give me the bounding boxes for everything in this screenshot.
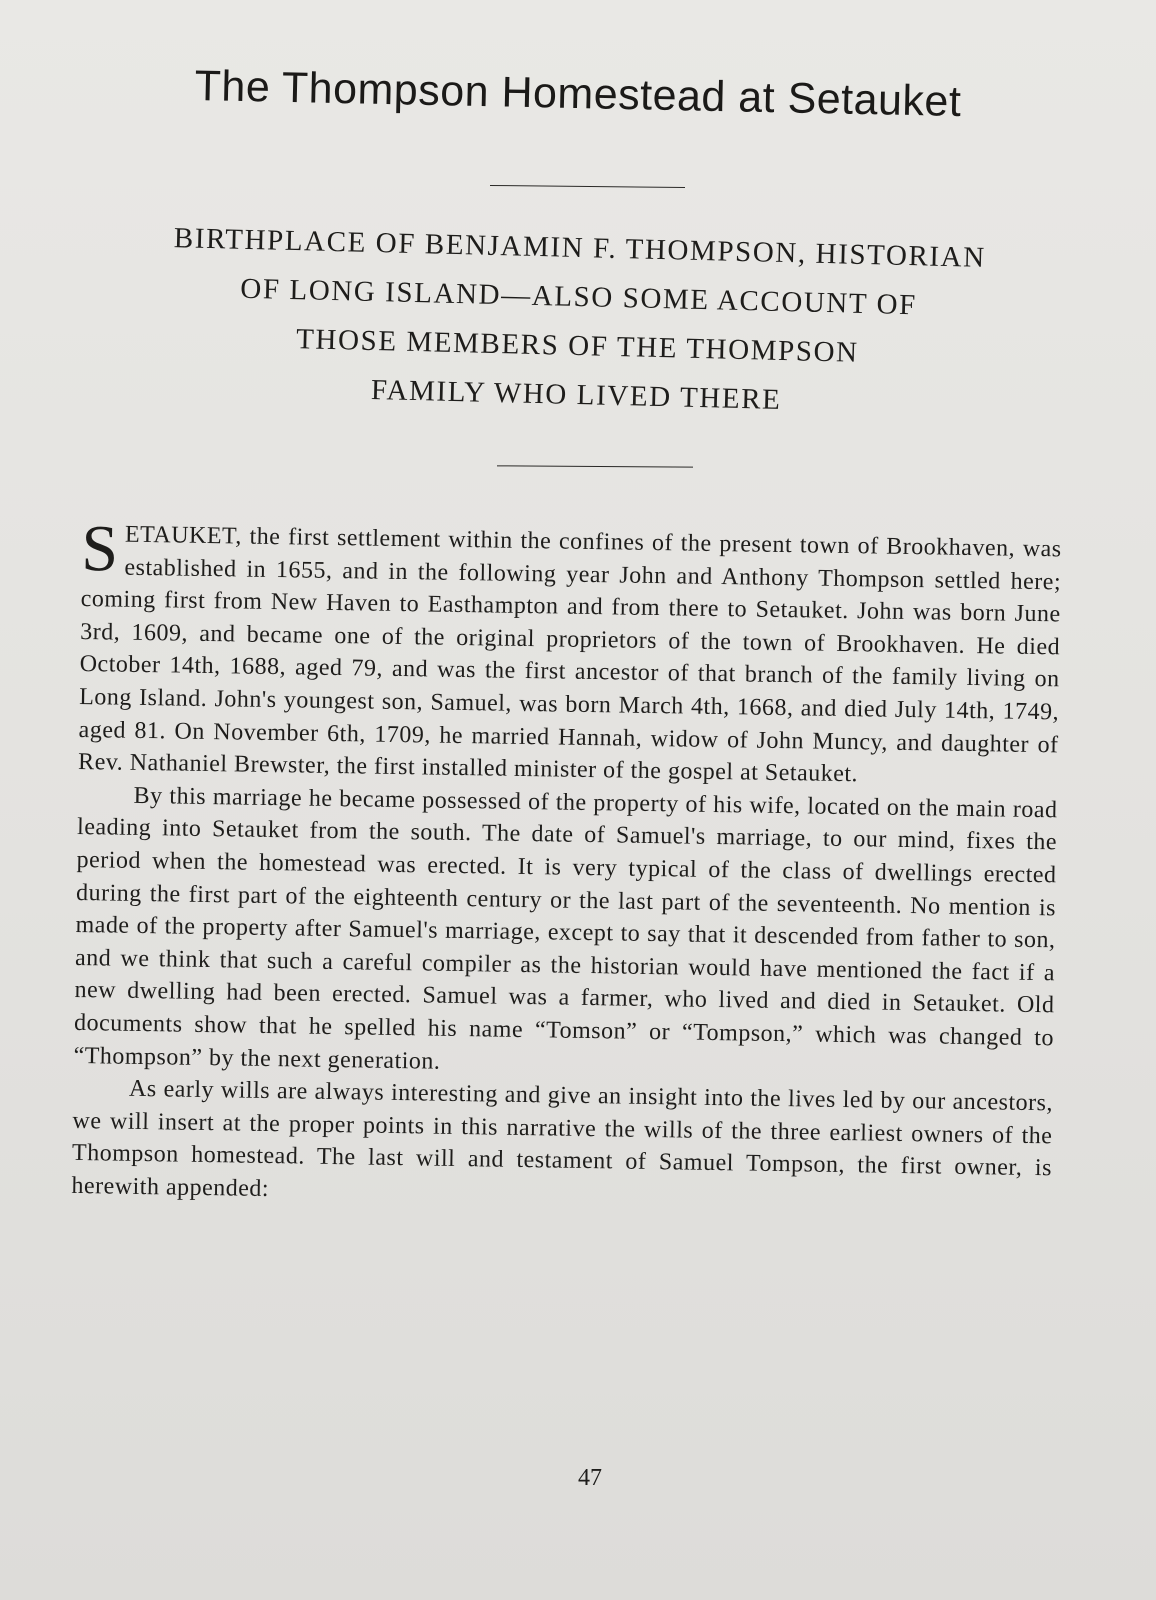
paragraph-3: As early wills are always interesting and give an insight into the lives led by our ancestors, we will insert at the proper points in this narrative the wills of the three earliest owners of the Thompson homestead. The last will and testament of Samuel Tompson, the first owner, is herewith appended: <box>71 1075 1054 1202</box>
page-number: 47 <box>578 1465 602 1491</box>
title-divider <box>490 185 685 188</box>
subtitle-divider <box>497 465 693 467</box>
paragraph-1 <box>77 512 1062 794</box>
drop-cap: S <box>80 512 120 586</box>
paragraph-1-text: ETAUKET, the first settlement within the confines of the present town of Brookhaven, was established in 1655, and in the following year John and Anthony Thompson settled here; coming first from New Haven to Easthampton and from there to Setauket. John was born June 3rd, 1609, and became one of the original proprietors of the town of Brookhaven. He died October 14th, 1688, aged 79, and was the first ancestor of that branch of the family living on Long Island. John's youngest son, Samuel, was born March 4th, 1668, and died July 14th, 1749, aged 81. On November 6th, 1709, he married Hannah, widow of John Muncy, and daughter of Rev. Nathaniel Brewster, the first installed minister of the gospel at Setauket. <box>77 521 1062 788</box>
subtitle-line-3: THOSE MEMBERS OF THE THOMPSON <box>295 323 860 369</box>
page-title: The Thompson Homestead at Setauket <box>194 61 962 127</box>
subtitle-line-2: OF LONG ISLAND—ALSO SOME ACCOUNT OF <box>240 272 918 322</box>
paragraph-2: By this marriage he became possessed of the property of his wife, located on the main road leading into Setauket from the south. The date of Samuel's marriage, to our mind, fixes the period when the homestead was erected. It is very typical of the class of dwellings erected during the first part of the eighteenth century or the last part of the seventeenth. No mention is made of the property after Samuel's marriage, except to say that it descended from father to son, and we think that such a careful compiler as the historian would have mentioned the fact if a new dwelling had been erected. Samuel was a farmer, who lived and died in Setauket. Old documents show that he spelled his name “Tomson” or “Tompson,” which was changed to “Thompson” by the next generation. <box>73 782 1058 1075</box>
subtitle <box>58 211 1098 432</box>
body-text <box>71 512 1062 1218</box>
subtitle-line-4: FAMILY WHO LIVED THERE <box>370 373 782 416</box>
subtitle-line-1: BIRTHPLACE OF BENJAMIN F. THOMPSON, HISTORIAN <box>173 222 987 274</box>
